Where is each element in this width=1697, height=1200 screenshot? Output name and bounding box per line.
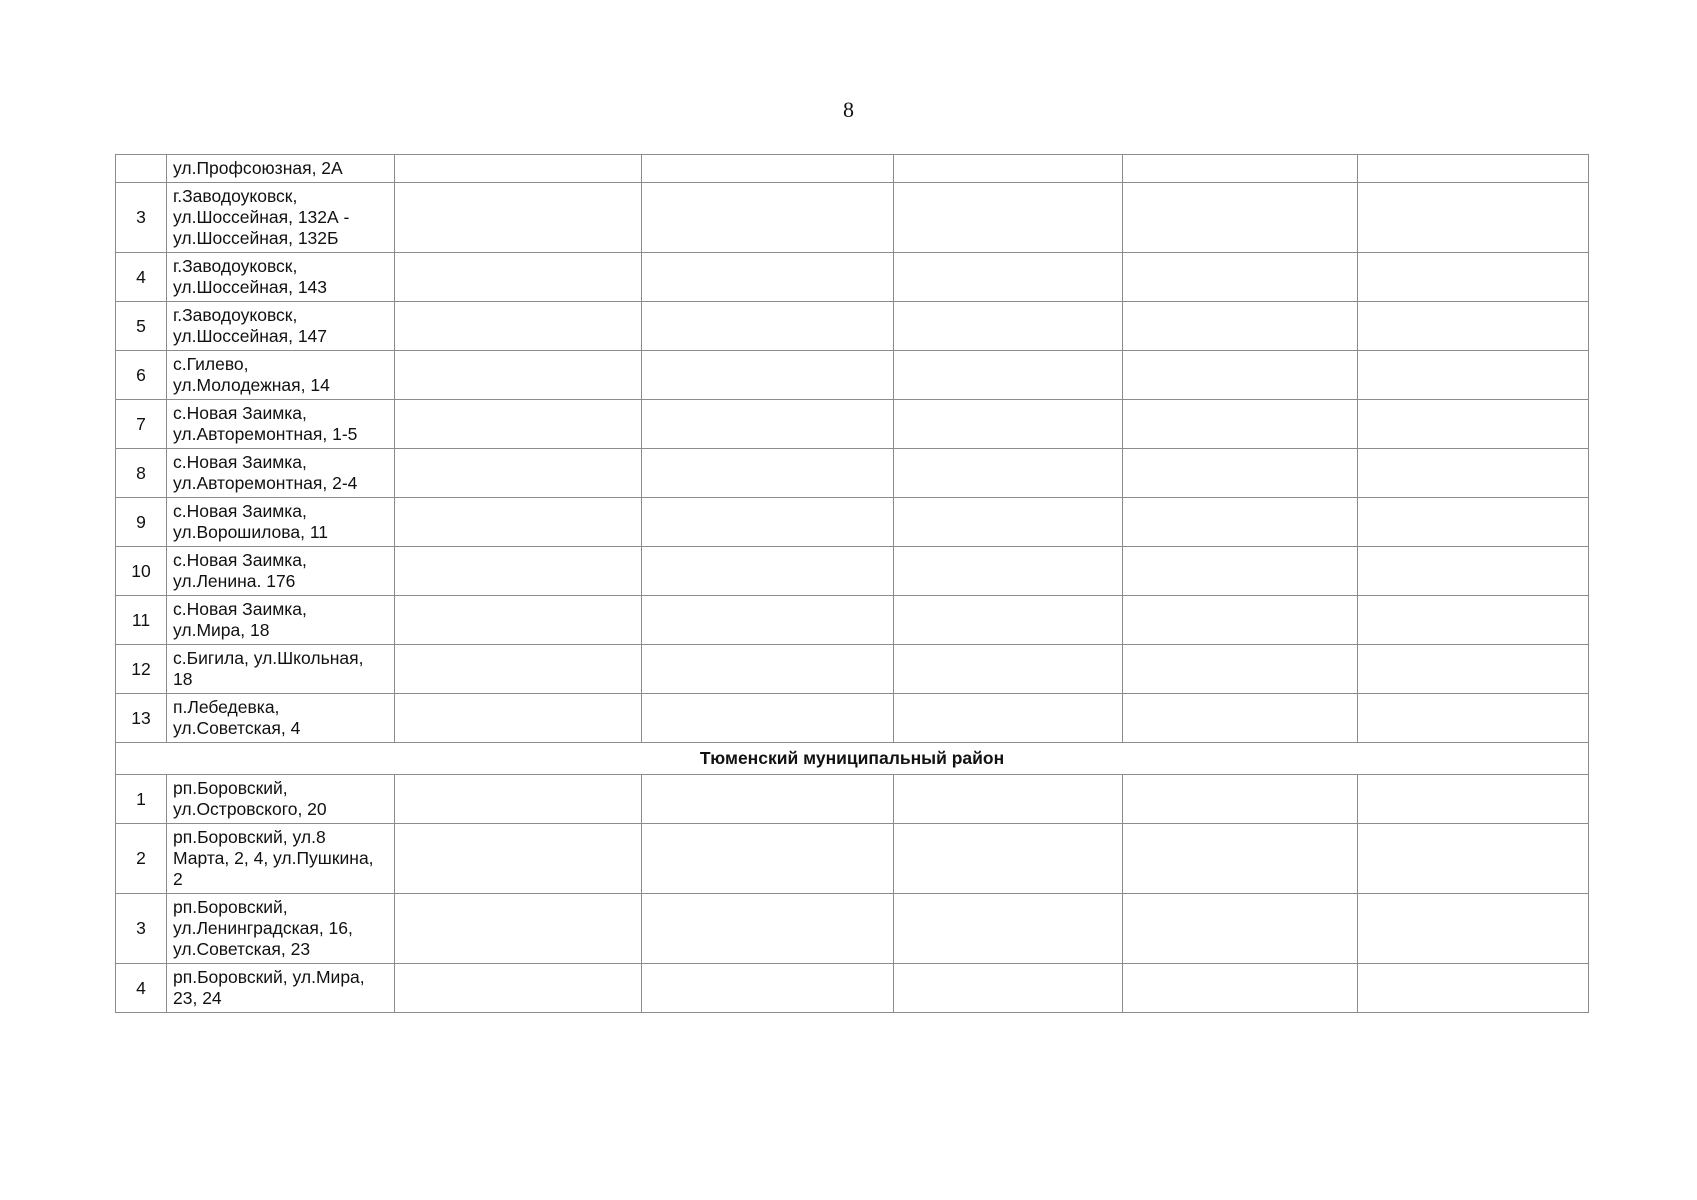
- empty-cell: [642, 183, 894, 253]
- empty-cell: [894, 498, 1123, 547]
- section-header-row: [116, 743, 1589, 775]
- empty-cell: [1123, 894, 1358, 964]
- empty-cell: [1358, 964, 1589, 1013]
- address-cell: г.Заводоуковск, ул.Шоссейная, 143: [167, 253, 395, 302]
- address-cell: с.Новая Заимка, ул.Авторемонтная, 2-4: [167, 449, 395, 498]
- address-cell: с.Гилево, ул.Молодежная, 14: [167, 351, 395, 400]
- empty-cell: [395, 302, 642, 351]
- empty-cell: [642, 645, 894, 694]
- row-number-cell: 5: [116, 302, 167, 351]
- empty-cell: [1358, 400, 1589, 449]
- empty-cell: [642, 547, 894, 596]
- empty-cell: [894, 155, 1123, 183]
- section-title: Тюменский муниципальный район: [116, 743, 1589, 775]
- row-number-cell: 3: [116, 183, 167, 253]
- empty-cell: [642, 894, 894, 964]
- empty-cell: [1358, 302, 1589, 351]
- empty-cell: [894, 183, 1123, 253]
- row-number-cell: 2: [116, 824, 167, 894]
- address-cell: с.Бигила, ул.Школьная, 18: [167, 645, 395, 694]
- row-number-cell: 7: [116, 400, 167, 449]
- empty-cell: [642, 596, 894, 645]
- empty-cell: [395, 498, 642, 547]
- row-number-cell: 10: [116, 547, 167, 596]
- empty-cell: [642, 253, 894, 302]
- empty-cell: [642, 302, 894, 351]
- table-row: [116, 351, 1589, 400]
- address-cell: п.Лебедевка, ул.Советская, 4: [167, 694, 395, 743]
- empty-cell: [1358, 824, 1589, 894]
- empty-cell: [1358, 894, 1589, 964]
- table-row: [116, 449, 1589, 498]
- table-row: [116, 498, 1589, 547]
- table-row: [116, 253, 1589, 302]
- row-number-cell: [116, 155, 167, 183]
- empty-cell: [894, 964, 1123, 1013]
- address-cell: с.Новая Заимка, ул.Мира, 18: [167, 596, 395, 645]
- empty-cell: [395, 694, 642, 743]
- empty-cell: [1123, 183, 1358, 253]
- empty-cell: [642, 775, 894, 824]
- empty-cell: [395, 964, 642, 1013]
- empty-cell: [1358, 547, 1589, 596]
- table-row: [116, 155, 1589, 183]
- empty-cell: [894, 694, 1123, 743]
- table-body: [116, 155, 1589, 1013]
- empty-cell: [894, 253, 1123, 302]
- empty-cell: [1358, 694, 1589, 743]
- empty-cell: [894, 894, 1123, 964]
- empty-cell: [1123, 498, 1358, 547]
- empty-cell: [1123, 302, 1358, 351]
- empty-cell: [642, 498, 894, 547]
- empty-cell: [642, 964, 894, 1013]
- empty-cell: [1123, 694, 1358, 743]
- document-table: [115, 154, 1589, 1013]
- table-row: [116, 694, 1589, 743]
- row-number-cell: 8: [116, 449, 167, 498]
- empty-cell: [642, 155, 894, 183]
- page-number: 8: [843, 97, 854, 122]
- address-cell: рп.Боровский, ул.Островского, 20: [167, 775, 395, 824]
- empty-cell: [395, 596, 642, 645]
- address-cell: рп.Боровский, ул.Мира, 23, 24: [167, 964, 395, 1013]
- empty-cell: [1358, 645, 1589, 694]
- empty-cell: [395, 894, 642, 964]
- empty-cell: [894, 596, 1123, 645]
- empty-cell: [395, 547, 642, 596]
- empty-cell: [1123, 449, 1358, 498]
- empty-cell: [1358, 449, 1589, 498]
- table-row: [116, 894, 1589, 964]
- row-number-cell: 6: [116, 351, 167, 400]
- empty-cell: [1123, 645, 1358, 694]
- empty-cell: [642, 449, 894, 498]
- empty-cell: [395, 155, 642, 183]
- empty-cell: [395, 183, 642, 253]
- empty-cell: [1123, 964, 1358, 1013]
- table-row: [116, 596, 1589, 645]
- empty-cell: [395, 449, 642, 498]
- empty-cell: [642, 824, 894, 894]
- table-row: [116, 400, 1589, 449]
- table-row: [116, 645, 1589, 694]
- address-cell: рп.Боровский, ул.Ленинградская, 16, ул.Советская, 23: [167, 894, 395, 964]
- empty-cell: [894, 351, 1123, 400]
- row-number-cell: 12: [116, 645, 167, 694]
- row-number-cell: 1: [116, 775, 167, 824]
- empty-cell: [1358, 498, 1589, 547]
- empty-cell: [894, 400, 1123, 449]
- empty-cell: [1123, 400, 1358, 449]
- empty-cell: [1123, 824, 1358, 894]
- empty-cell: [1358, 155, 1589, 183]
- empty-cell: [395, 351, 642, 400]
- address-cell: с.Новая Заимка, ул.Авторемонтная, 1-5: [167, 400, 395, 449]
- empty-cell: [894, 302, 1123, 351]
- row-number-cell: 9: [116, 498, 167, 547]
- empty-cell: [894, 547, 1123, 596]
- table-row: [116, 775, 1589, 824]
- empty-cell: [894, 824, 1123, 894]
- row-number-cell: 3: [116, 894, 167, 964]
- empty-cell: [395, 645, 642, 694]
- empty-cell: [1123, 155, 1358, 183]
- row-number-cell: 13: [116, 694, 167, 743]
- empty-cell: [1123, 775, 1358, 824]
- row-number-cell: 4: [116, 964, 167, 1013]
- empty-cell: [642, 694, 894, 743]
- empty-cell: [1358, 183, 1589, 253]
- empty-cell: [894, 645, 1123, 694]
- row-number-cell: 11: [116, 596, 167, 645]
- table-row: [116, 183, 1589, 253]
- empty-cell: [1358, 253, 1589, 302]
- empty-cell: [894, 775, 1123, 824]
- empty-cell: [1123, 253, 1358, 302]
- empty-cell: [1358, 596, 1589, 645]
- empty-cell: [395, 253, 642, 302]
- table-row: [116, 547, 1589, 596]
- empty-cell: [1123, 547, 1358, 596]
- address-cell: г.Заводоуковск, ул.Шоссейная, 147: [167, 302, 395, 351]
- empty-cell: [1358, 351, 1589, 400]
- empty-cell: [1123, 351, 1358, 400]
- empty-cell: [395, 824, 642, 894]
- address-cell: с.Новая Заимка, ул.Ленина. 176: [167, 547, 395, 596]
- table-row: [116, 302, 1589, 351]
- address-cell: г.Заводоуковск, ул.Шоссейная, 132А - ул.Шоссейная, 132Б: [167, 183, 395, 253]
- empty-cell: [395, 400, 642, 449]
- address-cell: рп.Боровский, ул.8 Марта, 2, 4, ул.Пушкина, 2: [167, 824, 395, 894]
- empty-cell: [1123, 596, 1358, 645]
- address-cell: ул.Профсоюзная, 2А: [167, 155, 395, 183]
- table-row: [116, 964, 1589, 1013]
- row-number-cell: 4: [116, 253, 167, 302]
- empty-cell: [642, 351, 894, 400]
- empty-cell: [642, 400, 894, 449]
- table-row: [116, 824, 1589, 894]
- address-cell: с.Новая Заимка, ул.Ворошилова, 11: [167, 498, 395, 547]
- empty-cell: [1358, 775, 1589, 824]
- empty-cell: [894, 449, 1123, 498]
- empty-cell: [395, 775, 642, 824]
